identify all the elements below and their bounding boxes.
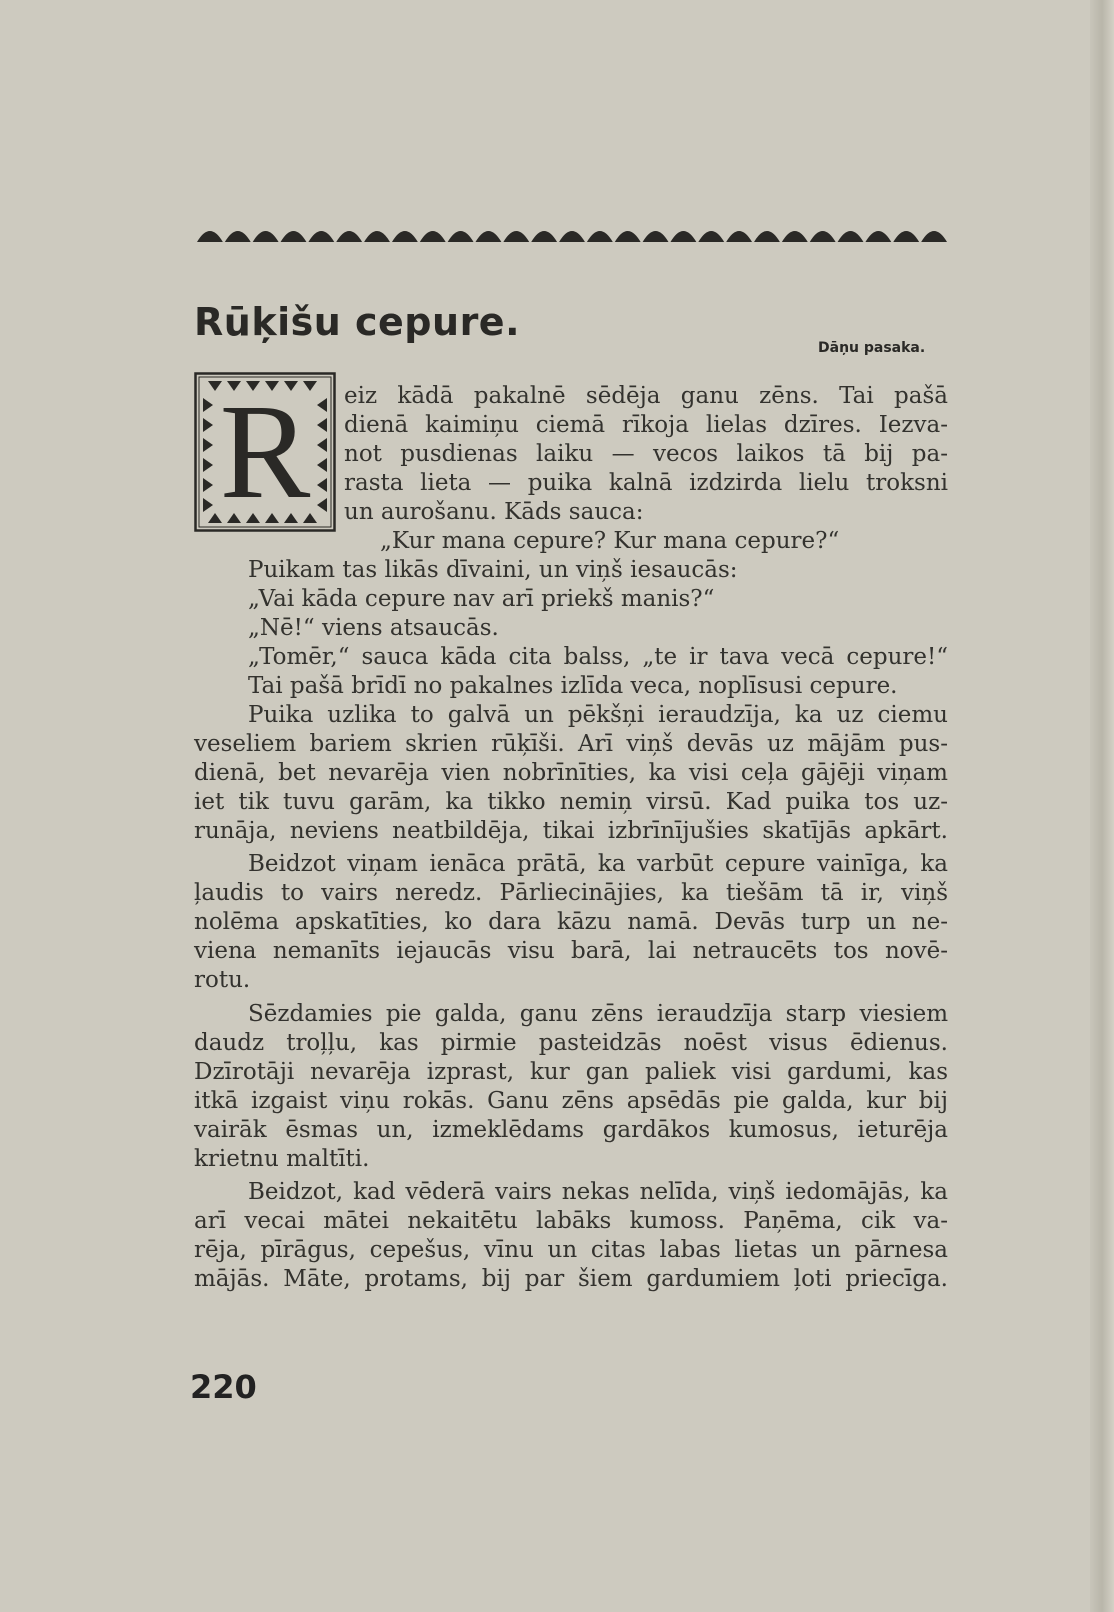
text-line: krietnu maltīti. [194,1146,370,1172]
page-number: 220 [190,1368,257,1406]
text-line: „Tomēr,“ sauca kāda cita balss, „te ir tava vecā cepure!“ [248,644,948,670]
text-line: nolēma apskatīties, ko dara kāzu namā. Devās turp un ne- [194,909,948,935]
page-edge [1090,0,1114,1612]
text-line: Puika uzlika to galvā un pēkšņi ieraudzīja, ka uz ciemu [248,702,948,728]
ornament-border [196,224,948,242]
text-line: arī vecai mātei nekaitētu labāks kumoss. Paņēma, cik va- [194,1208,948,1234]
text-line: Dzīrotāji nevarēja izprast, kur gan paliek visi gardumi, kas [194,1059,948,1085]
text-line: rotu. [194,967,251,993]
text-line: veseliem bariem skrien rūķīši. Arī viņš devās uz mājām pus- [194,731,948,757]
text-line: not pusdienas laiku — vecos laikos tā bij pa- [344,441,948,467]
text-line: Tai pašā brīdī no pakalnes izlīda veca, noplīsusi cepure. [248,673,898,699]
text-line: daudz troļļu, kas pirmie pasteidzās noēst visus ēdienus. [194,1030,948,1056]
text-line: „Vai kāda cepure nav arī priekš manis?“ [248,586,715,612]
text-line: rēja, pīrāgus, cepešus, vīnu un citas labas lietas un pārnesa [194,1237,948,1263]
text-line: „Nē!“ viens atsaucās. [248,615,499,641]
text-line: Beidzot, kad vēderā vairs nekas nelīda, viņš iedomājās, ka [248,1179,948,1205]
text-line: mājās. Māte, protams, bij par šiem gardumiem ļoti priecīga. [194,1266,948,1292]
text-line: Puikam tas likās dīvaini, un viņš iesaucās: [248,557,738,583]
text-line: runāja, neviens neatbildēja, tikai izbrīnījušies skatījās apkārt. [194,818,948,844]
text-line: dienā, bet nevarēja vien nobrīnīties, ka visi ceļa gājēji viņam [194,760,948,786]
text-line: Beidzot viņam ienāca prātā, ka varbūt cepure vainīga, ka [248,851,948,877]
text-line: itkā izgaist viņu rokās. Ganu zēns apsēdās pie galda, kur bij [194,1088,948,1114]
story-title: Rūķišu cepure. [194,300,521,344]
text-line: „Kur mana cepure? Kur mana cepure?“ [380,528,840,554]
text-line: iet tik tuvu garām, ka tikko nemiņ virsū. Kad puika tos uz- [194,789,948,815]
text-line: un aurošanu. Kāds sauca: [344,499,644,525]
text-line: Sēzdamies pie galda, ganu zēns ieraudzīja starp viesiem [248,1001,948,1027]
story-subtitle: Dāņu pasaka. [818,340,926,356]
text-line: rasta lieta — puika kalnā izdzirda lielu troksni [344,470,948,496]
text-line: dienā kaimiņu ciemā rīkoja lielas dzīres. Iezva- [344,412,948,438]
drop-cap-letter: R [219,377,311,527]
text-line: eiz kādā pakalnē sēdēja ganu zēns. Tai pašā [344,383,948,409]
text-line: viena nemanīts iejaucās visu barā, lai netraucēts tos novē- [194,938,948,964]
text-line: vairāk ēsmas un, izmeklēdams gardākos kumosus, ieturēja [194,1117,948,1143]
drop-cap [194,372,336,534]
text-line: ļaudis to vairs neredz. Pārliecinājies, ka tiešām tā ir, viņš [194,880,948,906]
